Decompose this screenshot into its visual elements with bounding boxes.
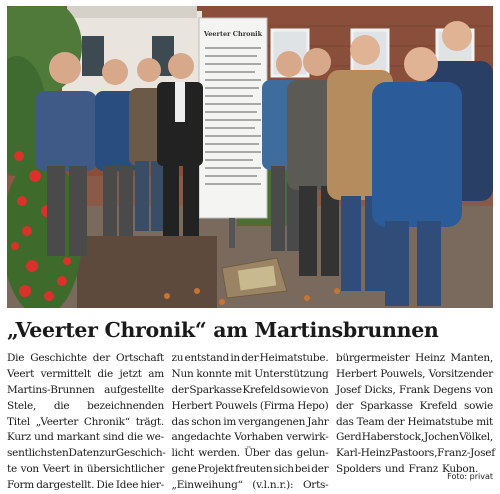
text-line bbox=[336, 367, 493, 383]
word: Heinz bbox=[415, 352, 445, 364]
article-column bbox=[172, 351, 329, 494]
word: „Einweihung“ bbox=[171, 479, 243, 492]
word: hier- bbox=[140, 479, 164, 492]
word: trägt. bbox=[135, 415, 164, 428]
word: Geschich- bbox=[115, 447, 166, 460]
text-line bbox=[336, 399, 493, 415]
word: Idee bbox=[115, 479, 139, 492]
text-line bbox=[172, 478, 329, 494]
word: Stele, bbox=[7, 399, 37, 412]
word: sich bbox=[273, 463, 294, 476]
word: mit bbox=[476, 415, 493, 428]
photo-credit: Foto: privat bbox=[447, 472, 493, 481]
word: licht bbox=[171, 447, 194, 460]
text-line bbox=[336, 415, 493, 431]
word: Völkel, bbox=[459, 431, 493, 444]
word: konnte bbox=[196, 367, 232, 380]
text-line bbox=[336, 430, 493, 446]
word: Chronik“ bbox=[83, 415, 130, 428]
word: Heimatstube bbox=[407, 415, 474, 428]
word: gene bbox=[171, 463, 197, 476]
word: Veert bbox=[42, 463, 70, 476]
word: sind bbox=[102, 431, 125, 444]
word: bei bbox=[294, 463, 311, 476]
svg-text:Veerter Chronik: Veerter Chronik bbox=[203, 30, 263, 38]
text-line bbox=[172, 367, 329, 383]
word: der bbox=[92, 352, 111, 364]
text-line bbox=[336, 446, 493, 462]
word: Josef bbox=[336, 383, 361, 396]
word: Krefeld bbox=[419, 399, 458, 412]
word: Hepo) bbox=[297, 399, 329, 412]
word: Spolders bbox=[336, 463, 381, 476]
text-line bbox=[7, 367, 164, 383]
word: Frank bbox=[399, 383, 430, 396]
word: Martins-Brunnen bbox=[7, 383, 95, 396]
word: Franz-Josef bbox=[437, 447, 495, 460]
word: Degens bbox=[432, 383, 472, 396]
word: Karl-Heinz bbox=[336, 447, 391, 460]
word: Herbert bbox=[336, 367, 377, 380]
word: der bbox=[336, 399, 354, 412]
word: das bbox=[274, 447, 293, 460]
word: entstand bbox=[184, 352, 230, 364]
word: Jochen bbox=[424, 431, 459, 444]
word: Herbert bbox=[171, 399, 213, 412]
word: Heimatstube. bbox=[259, 352, 329, 364]
word: Veert bbox=[7, 367, 35, 380]
word: sowie bbox=[280, 383, 310, 396]
word: verwirk- bbox=[286, 431, 329, 444]
text-line bbox=[7, 383, 164, 399]
word: in bbox=[73, 463, 84, 476]
article-photo bbox=[7, 6, 493, 308]
text-line bbox=[7, 478, 164, 494]
word: Form bbox=[7, 479, 35, 492]
word: Vorhaben bbox=[234, 431, 283, 444]
word: vermittelt bbox=[40, 367, 91, 380]
word: Pastoors, bbox=[390, 447, 438, 460]
word: Haberstock, bbox=[361, 431, 424, 444]
text-line bbox=[7, 415, 164, 431]
word: Ortschaft bbox=[116, 352, 164, 364]
word: aufgestellte bbox=[104, 383, 164, 396]
word: Projekt bbox=[197, 463, 235, 476]
word: zur bbox=[99, 447, 116, 460]
text-line bbox=[7, 446, 164, 462]
word: bezeichnenden bbox=[87, 399, 164, 412]
word: von bbox=[20, 463, 39, 476]
word: die bbox=[53, 399, 70, 412]
word: schon bbox=[191, 415, 222, 428]
word: Daten bbox=[68, 447, 100, 460]
word: Die bbox=[96, 479, 114, 492]
word: von bbox=[474, 383, 493, 396]
text-line bbox=[172, 415, 329, 431]
text-line bbox=[172, 351, 329, 367]
text-line bbox=[7, 462, 164, 478]
word: mit bbox=[234, 367, 252, 380]
word: bürgermeister bbox=[336, 352, 410, 364]
word: der bbox=[387, 415, 405, 428]
word: das bbox=[336, 415, 354, 428]
word: „Veerter bbox=[35, 415, 79, 428]
word: Orts- bbox=[302, 479, 329, 492]
word: der bbox=[241, 352, 259, 364]
word: markant bbox=[56, 431, 100, 444]
word: Jahr bbox=[307, 415, 329, 428]
word: we- bbox=[145, 431, 164, 444]
word: Unterstützung bbox=[254, 367, 329, 380]
word: angedachte bbox=[171, 431, 232, 444]
word: in bbox=[230, 352, 240, 364]
word: am bbox=[148, 367, 164, 380]
text-line bbox=[172, 399, 329, 415]
article-headline: „Veerter Chronik“ am Martinsbrunnen bbox=[7, 318, 439, 342]
word: Pouwels, bbox=[380, 367, 426, 380]
text-line bbox=[336, 383, 493, 399]
word: die bbox=[127, 431, 143, 444]
word: Nun bbox=[171, 367, 194, 380]
text-line bbox=[172, 462, 329, 478]
article-body bbox=[7, 351, 493, 494]
word: Vorsitzender bbox=[428, 367, 493, 380]
word: Pouwels bbox=[215, 399, 258, 412]
word: und bbox=[34, 431, 54, 444]
word: und bbox=[384, 463, 405, 476]
word: der bbox=[171, 383, 189, 396]
word: Titel bbox=[7, 415, 30, 428]
word: vergangenen bbox=[238, 415, 306, 428]
text-line bbox=[7, 399, 164, 415]
word: von bbox=[310, 383, 329, 396]
word: (v.l.n.r.): bbox=[252, 479, 294, 492]
word: Team bbox=[356, 415, 385, 428]
word: Gerd bbox=[336, 431, 362, 444]
word: im bbox=[223, 415, 237, 428]
word: Sparkasse bbox=[189, 383, 242, 396]
word: der bbox=[311, 463, 329, 476]
word: Sparkasse bbox=[360, 399, 413, 412]
word: übersichtlicher bbox=[86, 463, 164, 476]
word: Krefeld bbox=[242, 383, 280, 396]
text-line bbox=[172, 446, 329, 462]
word: te bbox=[7, 463, 17, 476]
word: Manten, bbox=[450, 352, 493, 364]
word: sowie bbox=[463, 399, 493, 412]
word: dargestellt. bbox=[36, 479, 95, 492]
word: zu bbox=[171, 352, 184, 364]
word: das bbox=[171, 415, 190, 428]
word: freuten bbox=[235, 463, 273, 476]
word: Franz bbox=[408, 463, 439, 476]
word: jetzt bbox=[119, 367, 142, 380]
article-column bbox=[7, 351, 164, 494]
word: gelun- bbox=[296, 447, 329, 460]
word: sentlichsten bbox=[7, 447, 69, 460]
word: werden. bbox=[198, 447, 240, 460]
word: Geschichte bbox=[30, 352, 87, 364]
word: Die bbox=[7, 352, 25, 364]
word: die bbox=[97, 367, 113, 380]
text-line bbox=[172, 383, 329, 399]
text-line bbox=[7, 430, 164, 446]
word: Dicks, bbox=[364, 383, 396, 396]
word: Über bbox=[244, 447, 271, 460]
word: (Firma bbox=[259, 399, 295, 412]
text-line bbox=[336, 351, 493, 367]
word: Kurz bbox=[7, 431, 31, 444]
text-line bbox=[7, 351, 164, 367]
word: Kubon. bbox=[442, 463, 479, 476]
text-line bbox=[172, 430, 329, 446]
